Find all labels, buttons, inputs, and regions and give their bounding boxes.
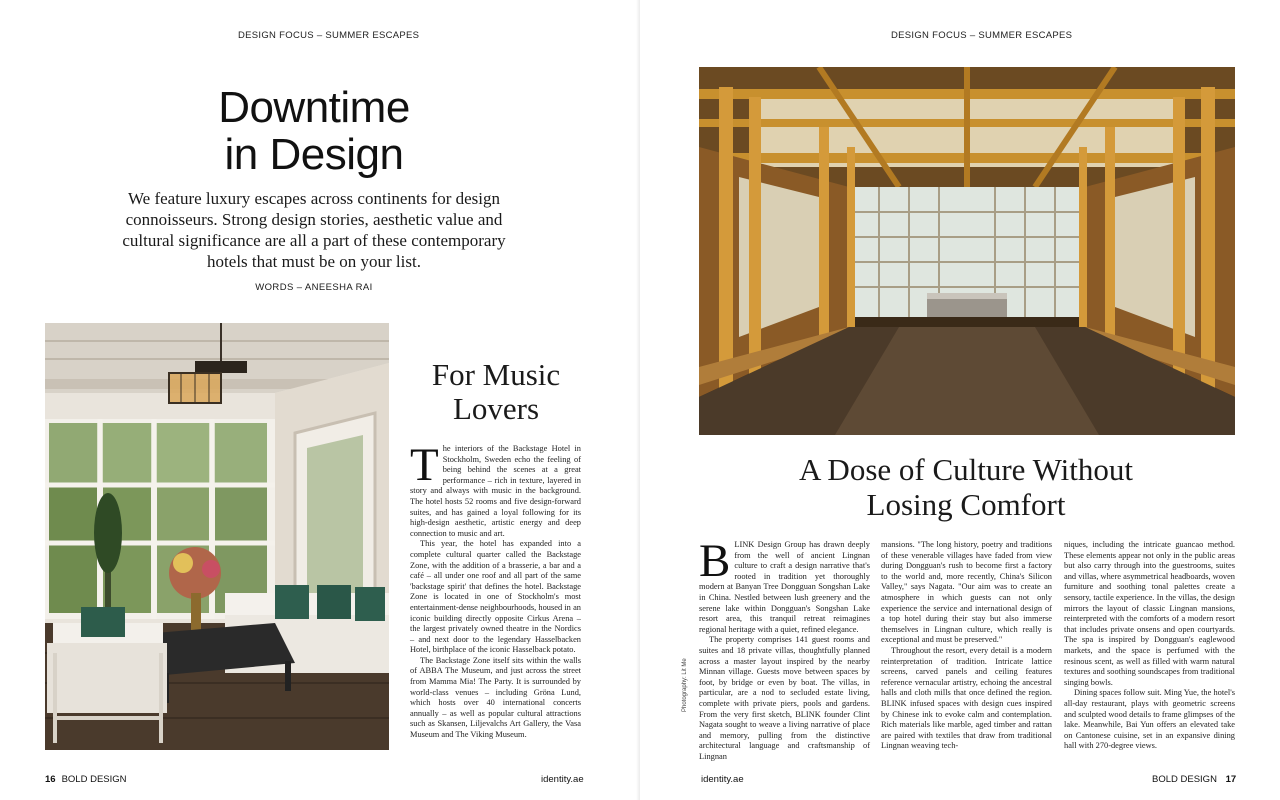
right-page-number: 17 — [1225, 774, 1237, 785]
music-body-column — [410, 439, 581, 741]
headline-line-2: in Design — [224, 130, 404, 179]
culture-col1-paragraph-1: LINK Design Group has drawn deeply from the well of ancient Lingnan culture to craft a design narrative that's rooted in tradition yet thoroughly modern at Banyan Tree Dongguan Songshan Lake in China. Nestled between lush greenery and the serene lake within Dongguan's Songshan Lake resort area, this tranquil retreat reimagines regional heritage with a quiet, refined elegance. — [699, 540, 870, 634]
music-dropcap: T — [410, 439, 439, 491]
culture-col3-paragraph-2: Dining spaces follow suit. Ming Yue, the hotel's all-day restaurant, plays with geometric screens and sculpted wood details to frame glimpses of the lake. Meanwhile, Bai Yun offers an elevated take on Cantonese cuisine, set in an expansive dining hall with 270-degree views. — [1064, 688, 1235, 751]
culture-body-column-1 — [699, 535, 870, 762]
culture-title-line-1: A Dose of Culture Without — [799, 452, 1133, 487]
section-title-culture — [750, 452, 1182, 522]
photo-credit: Photography: Lit Me — [682, 658, 688, 712]
section-kicker-right: DESIGN FOCUS – SUMMER ESCAPES — [891, 30, 1073, 41]
headline-line-1: Downtime — [218, 83, 410, 132]
byline: WORDS – ANEESHA RAI — [255, 282, 373, 293]
left-section-name: BOLD DESIGN — [61, 774, 127, 785]
left-folio — [45, 774, 127, 785]
left-site: identity.ae — [541, 774, 584, 785]
right-folio — [1152, 774, 1236, 785]
left-page-number: 16 — [45, 774, 56, 785]
music-paragraph-2: This year, the hotel has expanded into a complete cultural quarter called the Backstage Zone, with the addition of a brasserie, a bar and a café – all under one roof and all part of the same 'backstage spirit' that defines the hotel. Backstage Zone is located in one of Stockholm's most entertainment-dense neighbourhoods, housed in an iconic building directly opposite Cirkus Arena – the largest privately owned theatre in the Nordics – and next door to the legendary Hasselbacken Hotel, birthplace of the iconic Hasselback potato. — [410, 539, 581, 655]
section-title-music — [400, 358, 592, 426]
timber-hall-photo — [699, 67, 1235, 435]
right-section-name: BOLD DESIGN — [1152, 774, 1217, 785]
culture-col1-paragraph-2: The property comprises 141 guest rooms and suites and 18 private villas, thoughtfully planned across a master layout inspired by the nearby Minnan village. Guests move between spaces by foot, by bridge or even by boat. The villas, in particular, are a nod to secluded estate living, complete with private piers, pools and gardens. From the very first sketch, BLINK founder Clint Nagata sought to weave a living narrative of place and memory, pulling from the distinctive architectural language and craftsmanship of Lingnan — [699, 635, 870, 761]
culture-col2-paragraph-1: mansions. "The long history, poetry and traditions of these venerable villages have faded from view during Dongguan's rush to become first a factory to the world and, more recently, China's Silicon Valley," says Nagata. "Our aim was to create an atmosphere in which guests can not only experience the service and international design of a top hotel during their stay but also immerse themselves in Lingnan culture, which really is exceptional and must be preserved." — [881, 540, 1052, 645]
right-site: identity.ae — [701, 774, 744, 785]
music-paragraph-1: he interiors of the Backstage Hotel in Stockholm, Sweden echo the feeling of being behind the scenes at a great performance – rich in texture, layered in story and always with music in the background. The hotel hosts 52 rooms and five design-forward suites, and has gained a loyal following for its high-design aesthetic, artistic energy and deep connection to music and art. — [410, 444, 581, 538]
right-page — [640, 0, 1280, 800]
culture-col3-paragraph-1: niques, including the intricate guancao method. These elements appear not only in the public areas but also carry through into the guestrooms, suites and villas, where asymmetrical headboards, woven furniture and soothing tonal palettes create a sensory, tactile experience. In the villas, the design mirrors the layout of classic Lingnan mansions, reinterpreted with the comforts of a modern resort that includes private onsens and open courtyards. The spa is inspired by Dongguan's eaglewood markets, and the space is perfumed with the resinous scent, as well as filled with warm natural textures and soothing soundscapes from traditional singing bowls. — [1064, 540, 1235, 687]
culture-body-column-3 — [1064, 540, 1235, 752]
music-title-line-2: Lovers — [452, 391, 540, 426]
feature-headline — [0, 84, 628, 178]
culture-dropcap: B — [699, 535, 731, 587]
culture-col2-paragraph-2: Throughout the resort, every detail is a modern reinterpretation of tradition. Intricate lattice screens, carved panels and ceiling features reference vernacular artistry, echoing the ancestral halls and cloth mills that once defined the region. BLINK infused spaces with design cues inspired by Chinese ink to evoke calm and contemplation. Rich materials like marble, aged timber and rattan are paired with textiles that draw from traditional Lingnan weaving tech- — [881, 645, 1052, 751]
standfirst: We feature luxury escapes across continents for design connoisseurs. Strong design stories, aesthetic value and cultural significance are all a part of these contemporary hotels that must be on your list. — [122, 189, 506, 271]
culture-body-column-2 — [881, 540, 1052, 752]
music-title-line-1: For Music — [431, 357, 561, 392]
section-kicker: DESIGN FOCUS – SUMMER ESCAPES — [238, 30, 420, 41]
culture-title-line-2: Losing Comfort — [866, 487, 1066, 522]
hotel-sunroom-photo — [45, 323, 389, 750]
music-paragraph-3: The Backstage Zone itself sits within the walls of ABBA The Museum, and just across the street from Mamma Mia! The Party. It is surrounded by world-class venues – including Gröna Lund, which hosts over 40 international concerts annually – as well as popular cultural attractions such as Skansen, Liljevalchs Art Gallery, the Vasa Museum and The Viking Museum. — [410, 655, 581, 740]
